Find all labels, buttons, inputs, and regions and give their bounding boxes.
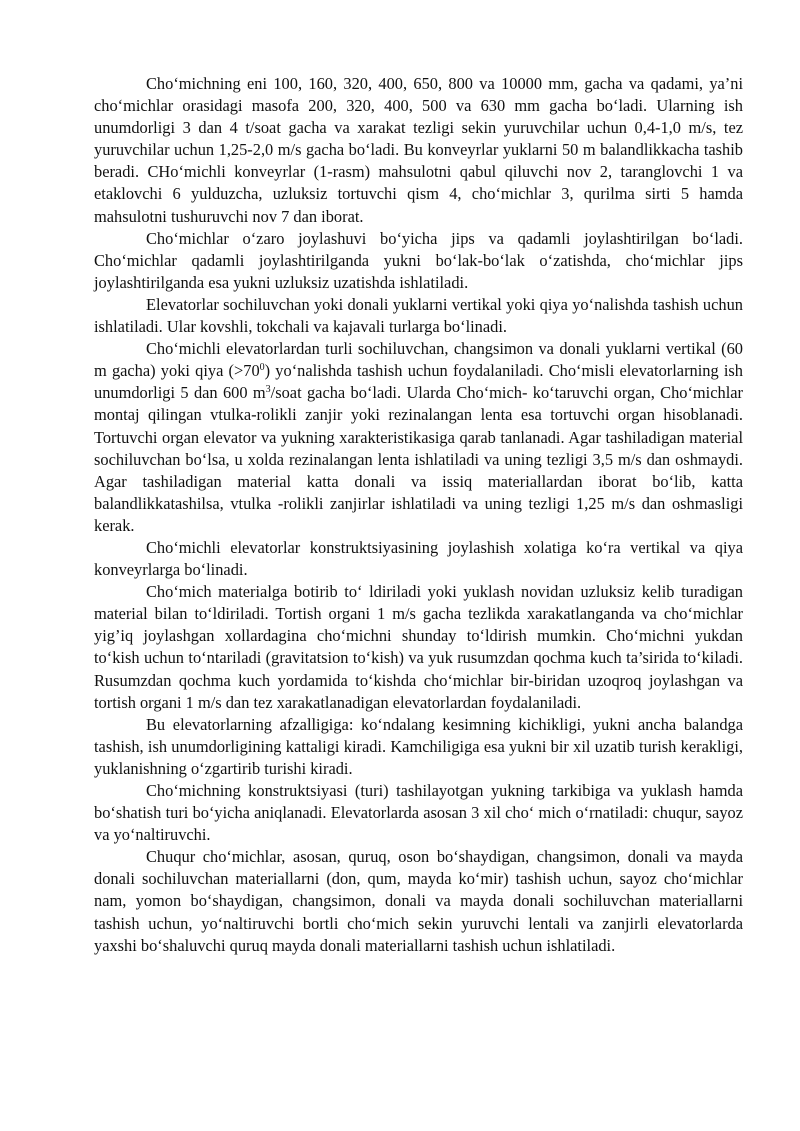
degree-superscript: 0 <box>259 362 265 374</box>
paragraph-4-part-a: Cho‘michli elevatorlardan turli sochiluvchan, changsimon va donali yuklarni vertikal (60 m gacha) yoki qiya (>70 <box>94 339 743 381</box>
paragraph-4-part-b: ) yo‘nalishda tashish uchun foydalaniladi. Cho‘misli elevatorlarning ish unumdorligi 5 dan 600 m <box>94 361 744 403</box>
paragraph-chomich-filling: Cho‘mich materialga botirib to‘ ldiriladi yoki yuklash novidan uzluksiz kelib turadigan material bilan to‘ldiriladi. Tortish organi 1 m/s gacha tezlikda xarakatlanganda va cho‘michlar yig’iq joylashgan xollardagina cho‘michni shunday to‘ldirish mumkin. Cho‘michni yukdan to‘kish uchun to‘ntariladi (gravitatsion to‘kish) va yuk rusumzdan qochma kuch ta’sirida to‘kiladi. Rusumzdan qochma kuch yordamida to‘kishda cho‘michlar bir-biridan uzoqroq joylashgan va tortish organi 1 m/s dan tez xarakatlanadigan elevatorlardan foydalaniladi. <box>94 582 743 712</box>
paragraph-elevator-construction: Cho‘michli elevatorlar konstruktsiyasining joylashish xolatiga ko‘ra vertikal va qiya konveyrlarga bo‘linadi. <box>94 537 743 580</box>
cubic-superscript: 3 <box>265 384 271 396</box>
paragraph-chomich-dimensions: Cho‘michning eni 100, 160, 320, 400, 650, 800 va 10000 mm, gacha va qadami, ya’ni cho‘michlar orasidagi masofa 200, 320, 400, 500 va 630 mm gacha bo‘ladi. Ularning ish unumdorligi 3 dan 4 t/soat gacha va xarakat tezligi sekin yuruvchilar uchun 0,4-1,0 m/s, tez yuruvchilar uchun 1,25-2,0 m/s gacha bo‘ladi. Bu konveyrlar yuklarni 50 m balandlikkacha tashib beradi. CHo‘michli konveyrlar (1-rasm) mahsulotni qabul qiluvchi nov 2, taranglovchi 1 va etaklovchi 6 yulduzcha, uzluksiz tortuvchi qism 4, cho‘michlar 3, qurilma sirti 5 hamda mahsulotni tushuruvchi nov 7 dan iborat. <box>94 74 743 226</box>
paragraph-chomich-elevators <box>94 338 743 537</box>
paragraph-chomich-arrangement: Cho‘michlar o‘zaro joylashuvi bo‘yicha jips va qadamli joylashtirilgan bo‘ladi. Cho‘michlar qadamli joylashtirilganda yukni bo‘lak-bo‘lak o‘zatishda, cho‘michlar jips joylashtirilganda esa yukni uzluksiz uzatishda ishlatiladi. <box>94 228 743 292</box>
paragraph-chomich-construction: Cho‘michning konstruktsiyasi (turi) tashilayotgan yukning tarkibiga va yuklash hamda bo‘shatish turi bo‘yicha aniqlanadi. Elevatorlarda asosan 3 xil cho‘ mich o‘rnatiladi: chuqur, sayoz va yo‘naltiruvchi. <box>94 781 743 845</box>
paragraph-advantages: Bu elevatorlarning afzalligiga: ko‘ndalang kesimning kichikligi, yukni ancha balandga tashish, ish unumdorligining kattaligi kiradi. Kamchiligiga esa yukni bir xil uzatib turish kerakligi, yuklanishning o‘zgartirib turishi kiradi. <box>94 714 743 778</box>
paragraph-4-part-c: /soat gacha bo‘ladi. Ularda Cho‘mich- ko‘taruvchi organ, Cho‘michlar montaj qilingan vtulka-rolikli zanjir yoki rezinalangan lenta esa tortuvchi organ hisoblanadi. Tortuvchi organ elevator va yukning xarakteristikasiga qarab tanlanadi. Agar tashiladigan material sochiluvchan bo‘lsa, u xolda rezinalangan lenta ishlatiladi va uning tezligi 3,5 m/s dan oshmaydi. Agar tashiladigan material katta donali va issiq materiallardan iborat bo‘lib, katta balandlikkatashilsa, vtulka -rolikli zanjirlar ishlatiladi va uning tezligi 1,25 m/s dan oshmasligi kerak. <box>94 383 743 535</box>
paragraph-elevator-types: Elevatorlar sochiluvchan yoki donali yuklarni vertikal yoki qiya yo‘nalishda tashish uchun ishlatiladi. Ular kovshli, tokchali va kajavali turlarga bo‘linadi. <box>94 294 743 337</box>
paragraph-chomich-kinds: Chuqur cho‘michlar, asosan, quruq, oson bo‘shaydigan, changsimon, donali va mayda donali sochiluvchan materiallarni (don, qum, mayda ko‘mir) tashish uchun, sayoz cho‘michlar nam, yomon bo‘shaydigan, changsimon, donali va mayda donali sochiluvchan materiallarni tashish uchun, yo‘naltiruvchi bortli cho‘mich sekin yuruvchi lentali va zanjirli elevatorlarda yaxshi bo‘shaluvchi quruq mayda donali materiallarni tashish uchun ishlatiladi. <box>94 847 743 955</box>
